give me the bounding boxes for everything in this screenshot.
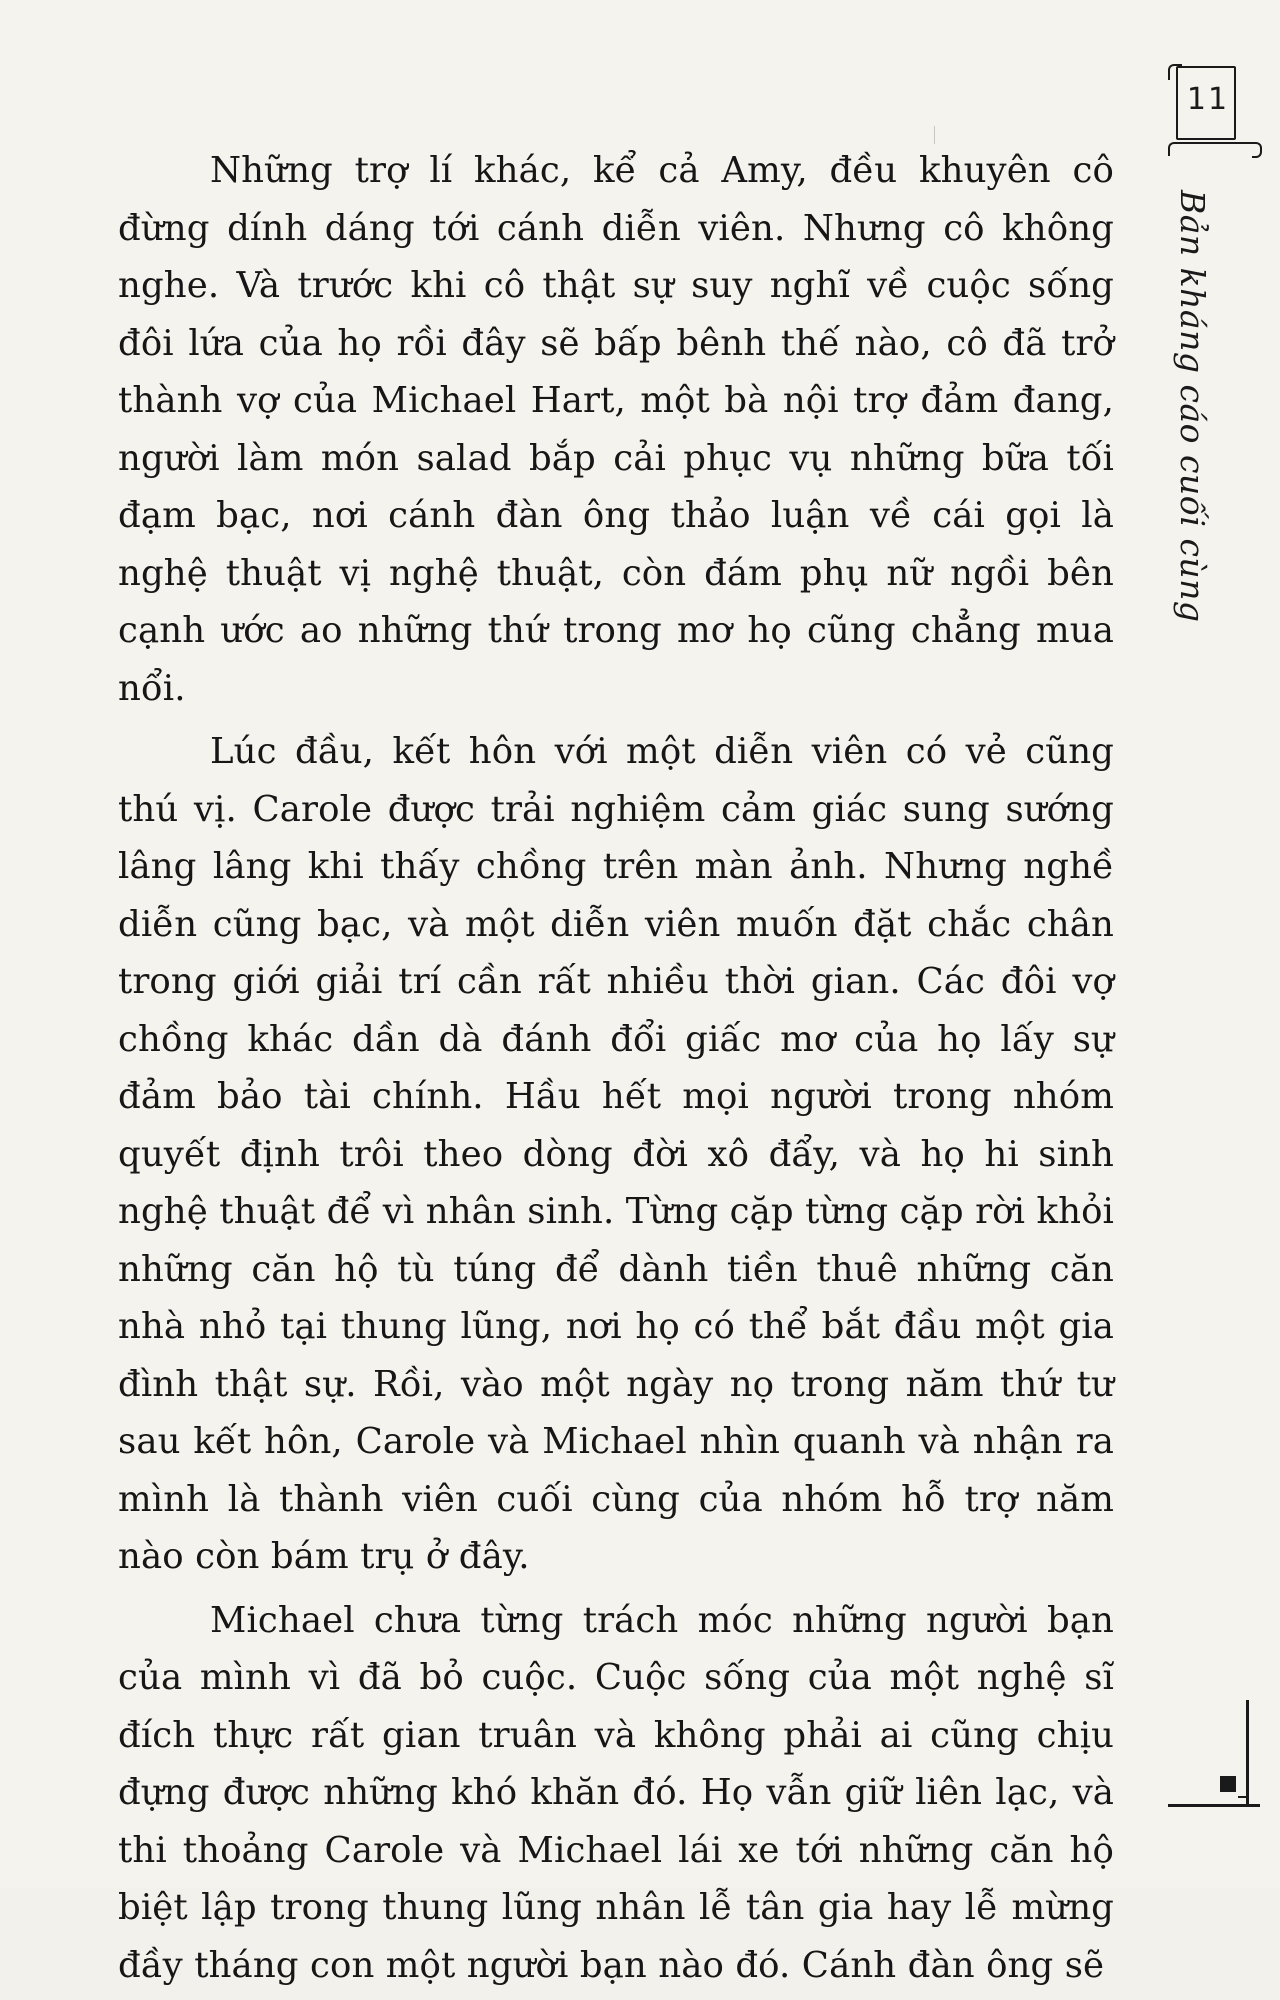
paragraph-3: Michael chưa từng trách móc những người bạn của mình vì đã bỏ cuộc. Cuộc sống của một nghệ sĩ đích thực rất gian truân và không phải ai cũng chịu đựng được những khó khăn đó. Họ vẫn giữ liên lạc, và thi thoảng Carole và Michael lái xe tới những căn hộ biệt lập trong thung lũng nhân lễ tân gia hay lễ mừng đầy tháng con một người bạn nào đó. Cánh đàn ông sẽ [118,1599,1114,1986]
header-ornament-base [1168,142,1256,156]
running-title: Bản kháng cáo cuối cùng [1173,190,1212,623]
footer-ornament [1168,1700,1258,1820]
paragraph-1: Những trợ lí khác, kể cả Amy, đều khuyên cô đừng dính dáng tới cánh diễn viên. Nhưng cô không nghe. Và trước khi cô thật sự suy nghĩ về cuộc sống đôi lứa của họ rồi đây sẽ bấp bênh thế nào, cô đã trở thành vợ của Michael Hart, một bà nội trợ đảm đang, người làm món salad bắp cải phục vụ những bữa tối đạm bạc, nơi cánh đàn ông thảo luận về cái gọi là nghệ thuật vị nghệ thuật, còn đám phụ nữ ngồi bên cạnh ước ao những thứ trong mơ họ cũng chẳng mua nổi. [118,150,1114,709]
page-number: 11 [1186,82,1230,117]
paragraph-2: Lúc đầu, kết hôn với một diễn viên có vẻ cũng thú vị. Carole được trải nghiệm cảm giác sung sướng lâng lâng khi thấy chồng trên màn ảnh. Nhưng nghề diễn cũng bạc, và một diễn viên muốn đặt chắc chân trong giới giải trí cần rất nhiều thời gian. Các đôi vợ chồng khác dần dà đánh đổi giấc mơ của họ lấy sự đảm bảo tài chính. Hầu hết mọi người trong nhóm quyết định trôi theo dòng đời xô đẩy, và họ hi sinh nghệ thuật để vì nhân sinh. Từng cặp từng cặp rời khỏi những căn hộ tù túng để dành tiền thuê những căn nhà nhỏ tại thung lũng, nơi họ có thể bắt đầu một gia đình thật sự. Rồi, vào một ngày nọ trong năm thứ tư sau kết hôn, Carole và Michael nhìn quanh và nhận ra mình là thành viên cuối cùng của nhóm hỗ trợ năm nào còn bám trụ ở đây. [118,731,1114,1577]
footer-ornament-horizontal-rule [1168,1804,1260,1807]
header-ornament-scroll [1252,142,1262,158]
footer-square-icon [1220,1776,1236,1792]
body-text [118,142,1114,2000]
page-number-box [1176,66,1242,150]
footer-ornament-hook [1238,1762,1248,1798]
page-number-frame [1176,66,1236,140]
